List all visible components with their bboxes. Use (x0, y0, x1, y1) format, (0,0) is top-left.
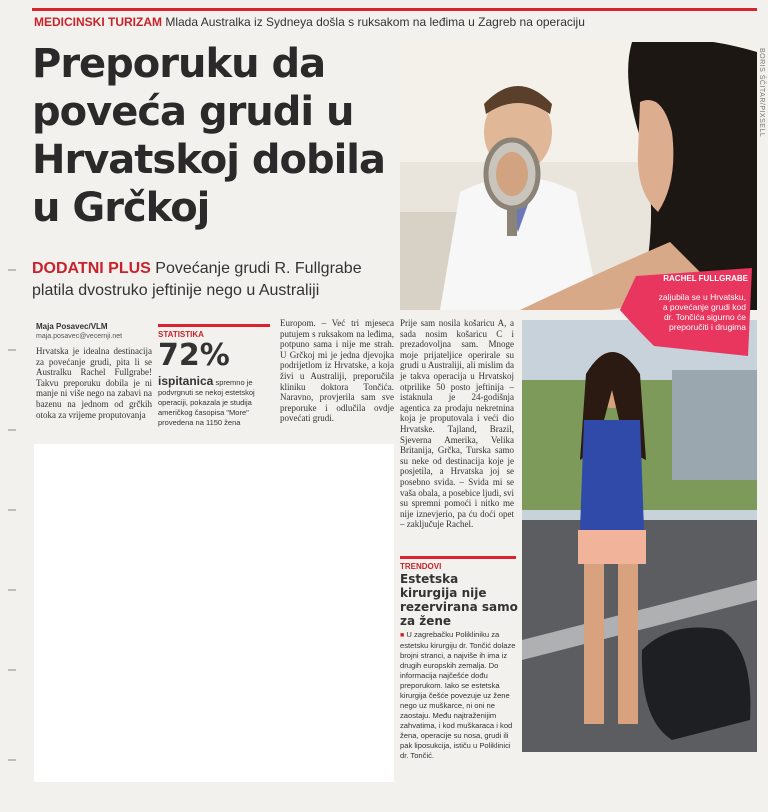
byline: Maja Posavec/VLM (36, 322, 108, 331)
photo-callout (614, 266, 754, 360)
page-edge-marks (6, 260, 20, 780)
article-column-4: Prije sam nosila košaricu A, a sada nosim košaricu C i prezadovoljna sam. Mnoge moje prijateljice operirale su grudi u Australiji, ali mislim da je takva operacija u Hrvatskoj otprilike 50 posto jeftinija – istaknula je 24-godišnja agentica za prodaju nekretnina koja je proputovala i veći dio Hrvatske. Tajland, Brazil, Sjeverna Amerika, Velika Britanija, Grčka, Turska samo su neke od destinacija koje je posjetila, a Hrvatska joj se posebno svida. – Svida mi se vaša obala, a posebice ljudi, svi su spremni pomoći i nitko me nije iznevjerio, pa ću doći opet – zaključuje Rachel. (400, 318, 514, 530)
subheadline (32, 258, 402, 302)
top-rule (32, 8, 757, 11)
trend-text (400, 630, 516, 761)
stat-lead: ispitanica (158, 374, 214, 388)
trend-headline: Estetska kirurgija nije rezervirana samo za žene (400, 572, 518, 628)
callout-title: RACHEL FULLGRABE (663, 274, 748, 283)
section-label: MEDICINSKI TURIZAM (34, 15, 162, 29)
bullet-icon: ■ (400, 632, 405, 639)
section-kicker (34, 15, 585, 29)
photo-woman-backpack (522, 320, 757, 752)
article-column-3: Europom. – Već tri mjeseca putujem s ruksakom na leđima, potpuno sama i nije me strah. U Grčkoj mi je jedna djevojka podrijetlom iz Hrvatske, a koja živi u Australiji, preporučila kliniku doktora Tončića. Naravno, provjerila sam sve preporuke i odlučila ovdje povećati grudi. (280, 318, 394, 424)
stat-body: spremno je podvrgnuti se nekoj estetskoj operaciji, pokazala je studija američkog časopisa "More" provedena na 1150 žena (158, 378, 255, 427)
trend-body: U zagrebačku Polikliniku za estetsku kirurgiju dr. Tončić dolaze brojni stranci, a najviše ih ima iz drugih europskih zemalja. Do informacija najčešće dođu preporukom. Iako se estetska kirurgija češće povezuje uz žene nego uz muškarce, ni oni ne zaostaju. Među najtraženijim zahvatima, i kod muškaraca i kod žena, operacije su nosa, grudi ili pak liposukcija, ističu u Poliklinici dr. Tončić. (400, 630, 516, 760)
subhead-text: Povećanje grudi R. Fullgrabe platila dvostruko jeftinije nego u Australiji (32, 260, 362, 299)
byline-email: maja.posavec@vecernji.net (36, 333, 123, 340)
trend-label: TRENDOVI (400, 556, 516, 571)
subhead-label: DODATNI PLUS (32, 260, 151, 277)
stat-label: STATISTIKA (158, 324, 270, 339)
article-column-1: Hrvatska je idealna destinacija za povećanje grudi, pita li se Australku Rachel Fullgrabe! Takvu preporuku dobila je ni manje ni više nego na zabavi na bazenu na jednom od grčkih otoka za vrijeme proputovanja (36, 346, 152, 420)
kicker-text: Mlada Australka iz Sydneya došla s ruksakom na leđima u Zagreb na operaciju (165, 15, 585, 29)
callout-text: zaljubila se u Hrvatsku, a povećanje grudi kod dr. Tončića sigurno će preporučiti i drugima (658, 292, 746, 332)
stat-text (158, 376, 276, 428)
headline: Preporuku da poveća grudi u Hrvatskoj dobila u Grčkoj (32, 41, 386, 231)
photo-credit: BORIS ŠČITAR/PIXSELL (758, 48, 765, 138)
stat-number: 72% (158, 338, 230, 373)
blank-panel (34, 444, 394, 782)
